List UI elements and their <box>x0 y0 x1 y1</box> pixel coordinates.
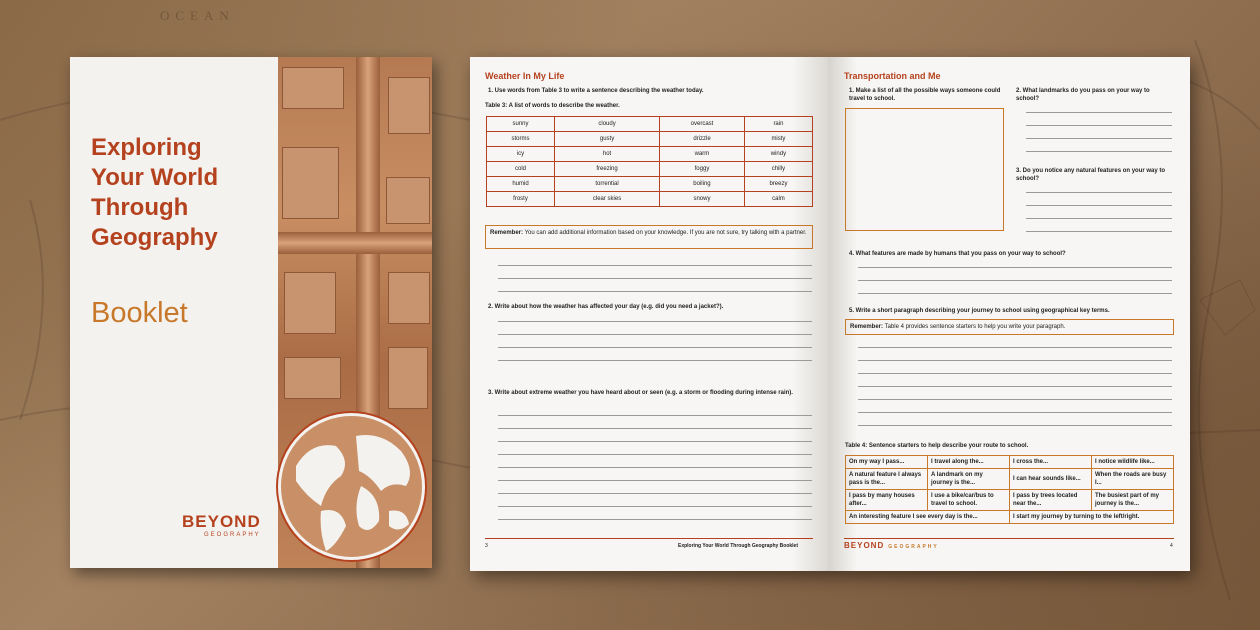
question-4: 4. What features are made by humans that you pass on your way to school? <box>849 251 1066 257</box>
table-cell: humid <box>487 177 555 192</box>
sentence-starters-table <box>845 455 1174 524</box>
question-3: 3. Do you notice any natural features on your way to school? <box>1016 168 1166 182</box>
table-cell: I pass by many houses after... <box>846 490 928 511</box>
cover-title-line: Through <box>91 194 189 221</box>
writing-lines <box>858 267 1172 306</box>
remember-label: Remember: <box>850 324 884 330</box>
writing-lines <box>1026 112 1172 164</box>
table-4-caption: Table 4: Sentence starters to help describe your route to school. <box>845 443 1029 449</box>
footer-rule <box>485 538 813 539</box>
table-cell: freezing <box>555 162 660 177</box>
page-4 <box>828 57 1190 571</box>
footer-logo-text: BEYOND <box>844 541 885 550</box>
writing-lines <box>498 265 812 304</box>
remember-body: You can add additional information based on your knowledge. If you are not sure, try talking with a partner. <box>523 230 807 236</box>
table-cell: I start my journey by turning to the left/right. <box>1010 511 1174 524</box>
question-1: 1. Use words from Table 3 to write a sentence describing the weather today. <box>488 88 704 94</box>
footer-logo-subtext: GEOGRAPHY <box>888 544 939 550</box>
remember-label: Remember: <box>490 230 524 236</box>
table-cell: boiling <box>660 177 745 192</box>
question-1: 1. Make a list of all the possible ways someone could travel to school. <box>849 88 1001 102</box>
table-cell: calm <box>744 192 812 207</box>
table-cell: drizzle <box>660 132 745 147</box>
table-cell: misty <box>744 132 812 147</box>
table-cell: clear skies <box>555 192 660 207</box>
footer-title: Exploring Your World Through Geography Booklet <box>678 543 799 549</box>
table-row <box>846 469 1174 490</box>
table-cell: cloudy <box>555 117 660 132</box>
table-cell: windy <box>744 147 812 162</box>
table-row <box>487 132 813 147</box>
table-cell: icy <box>487 147 555 162</box>
open-booklet-spread <box>470 57 1190 571</box>
remember-body: Table 4 provides sentence starters to help you write your paragraph. <box>883 324 1066 330</box>
table-row <box>487 162 813 177</box>
logo-text: BEYOND <box>182 512 261 531</box>
table-cell: hot <box>555 147 660 162</box>
table-cell: torrential <box>555 177 660 192</box>
table-cell: sunny <box>487 117 555 132</box>
writing-lines <box>498 321 812 373</box>
cover-title-line: Geography <box>91 224 218 251</box>
table-cell: warm <box>660 147 745 162</box>
table-row <box>846 456 1174 469</box>
cover-title-line: Exploring <box>91 134 202 161</box>
table-cell: On my way I pass... <box>846 456 928 469</box>
table-cell: cold <box>487 162 555 177</box>
cover-title-line: Your World <box>91 164 219 191</box>
globe-icon <box>278 413 425 560</box>
logo-subtext: GEOGRAPHY <box>204 532 261 538</box>
weather-words-table <box>486 116 813 207</box>
table-3-caption: Table 3: A list of words to describe the weather. <box>485 103 620 109</box>
answer-box <box>845 108 1004 231</box>
table-cell: I use a bike/car/bus to travel to school. <box>928 490 1010 511</box>
page-number: 3 <box>485 543 488 549</box>
table-cell: When the roads are busy I... <box>1092 469 1174 490</box>
writing-lines <box>1026 192 1172 244</box>
remember-text <box>490 229 808 237</box>
table-row <box>846 490 1174 511</box>
table-cell: An interesting feature I see every day is the... <box>846 511 1010 524</box>
table-cell: snowy <box>660 192 745 207</box>
table-cell: I pass by trees located near the... <box>1010 490 1092 511</box>
question-5: 5. Write a short paragraph describing your journey to school using geographical key terms. <box>849 308 1110 314</box>
writing-lines <box>498 415 812 532</box>
question-3: 3. Write about extreme weather you have heard about or seen (e.g. a storm or flooding during intense rain). <box>488 390 793 396</box>
table-cell: chilly <box>744 162 812 177</box>
table-cell: frosty <box>487 192 555 207</box>
cover-logo <box>182 512 261 538</box>
table-row <box>487 192 813 207</box>
remember-box <box>485 225 813 249</box>
table-cell: A natural feature I always pass is the... <box>846 469 928 490</box>
table-cell: gusty <box>555 132 660 147</box>
table-cell: A landmark on my journey is the... <box>928 469 1010 490</box>
table-cell: overcast <box>660 117 745 132</box>
table-cell: breezy <box>744 177 812 192</box>
cover-subtitle: Booklet <box>91 297 188 329</box>
page-3-heading: Weather In My Life <box>485 71 565 81</box>
question-2: 2. What landmarks do you pass on your way to school? <box>1016 88 1150 102</box>
table-cell: I can hear sounds like... <box>1010 469 1092 490</box>
remember-box <box>845 319 1174 335</box>
footer-rule <box>844 538 1174 539</box>
question-2: 2. Write about how the weather has affected your day (e.g. did you need a jacket?). <box>488 304 724 310</box>
table-cell: rain <box>744 117 812 132</box>
table-row <box>487 147 813 162</box>
table-row <box>846 511 1174 524</box>
table-cell: I notice wildlife like... <box>1092 456 1174 469</box>
page-number: 4 <box>1170 543 1173 549</box>
table-cell: The busiest part of my journey is the... <box>1092 490 1174 511</box>
table-cell: storms <box>487 132 555 147</box>
remember-text <box>850 323 1065 331</box>
table-cell: foggy <box>660 162 745 177</box>
footer-logo <box>844 541 939 550</box>
cover-title <box>91 133 291 253</box>
page-4-heading: Transportation and Me <box>844 71 941 81</box>
writing-lines <box>858 347 1172 438</box>
table-cell: I travel along the... <box>928 456 1010 469</box>
table-row <box>487 177 813 192</box>
booklet-cover <box>70 57 432 568</box>
page-3 <box>470 57 828 571</box>
ocean-label: OCEAN <box>160 8 235 23</box>
table-cell: I cross the... <box>1010 456 1092 469</box>
table-row <box>487 117 813 132</box>
